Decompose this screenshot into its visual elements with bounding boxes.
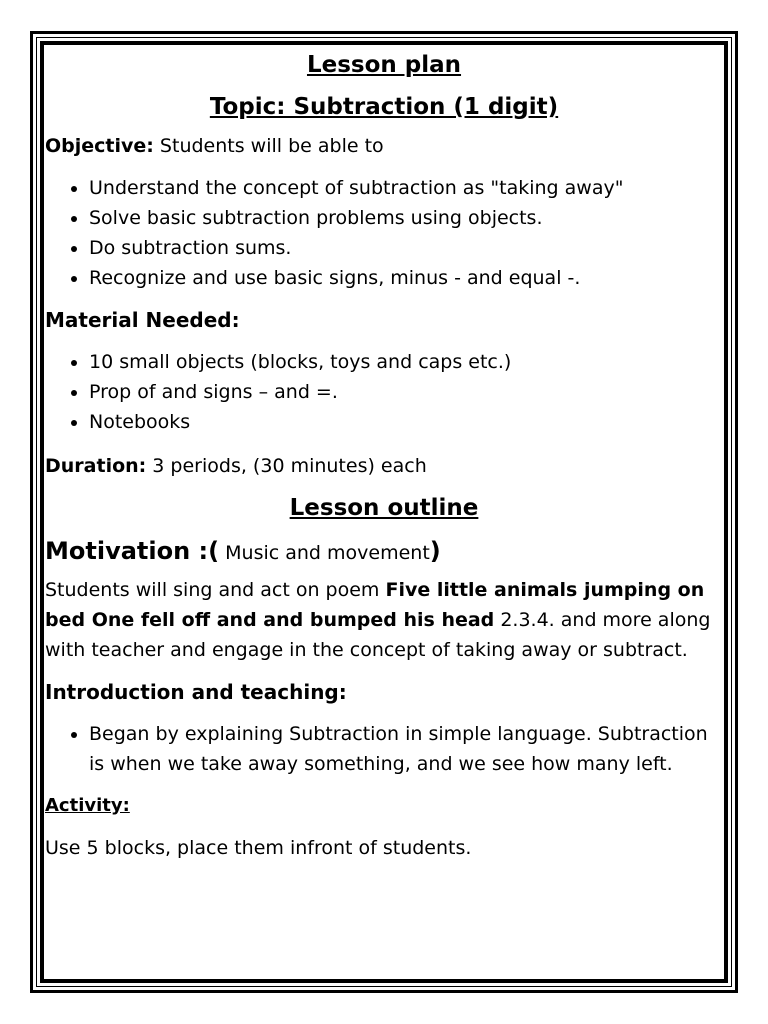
poem-title: Five little animals jumping on bed One fell off and and bumped his head xyxy=(45,578,705,631)
list-item: • Solve basic subtraction problems using objects. xyxy=(89,203,723,233)
list-item: • 10 small objects (blocks, toys and caps etc.) xyxy=(89,347,723,377)
materials-heading: Material Needed: xyxy=(45,308,240,333)
introduction-list xyxy=(45,719,723,779)
duration-line xyxy=(45,451,723,481)
motivation-body-end: 2.3.4. and more along with teacher and engage in the concept of taking away or subtract. xyxy=(45,608,711,661)
list-item: • Began by explaining Subtraction in simple language. Subtraction is when we take away something, and we see how many left. xyxy=(89,719,723,779)
outline-title: Lesson outline xyxy=(289,495,479,522)
duration-text: 3 periods, (30 minutes) each xyxy=(146,455,427,478)
topic-title: Topic: Subtraction (1 digit) xyxy=(209,93,559,120)
materials-list xyxy=(45,347,723,437)
motivation-label: Motivation :( xyxy=(45,536,220,565)
motivation-heading xyxy=(45,535,723,569)
activity-text: Use 5 blocks, place them infront of students. xyxy=(45,836,472,859)
list-item: • Do subtraction sums. xyxy=(89,233,723,263)
objective-list xyxy=(45,173,723,293)
list-item: • Notebooks xyxy=(89,407,723,437)
objective-text: Students will be able to xyxy=(153,135,384,158)
motivation-close: ) xyxy=(429,536,441,565)
objective-label: Objective: xyxy=(45,135,154,158)
motivation-body xyxy=(45,575,723,665)
duration-label: Duration: xyxy=(45,455,147,478)
list-item: • Understand the concept of subtraction as "taking away" xyxy=(89,173,723,203)
list-item: • Recognize and use basic signs, minus - and equal -. xyxy=(89,263,723,293)
list-item: • Prop of and signs – and =. xyxy=(89,377,723,407)
introduction-heading: Introduction and teaching: xyxy=(45,679,347,704)
objective-line xyxy=(45,131,723,161)
activity-heading: Activity: xyxy=(45,794,130,816)
lesson-plan-content xyxy=(45,46,723,863)
motivation-text: Music and movement xyxy=(219,541,430,564)
page-title: Lesson plan xyxy=(306,52,462,78)
motivation-body-start: Students will sing and act on poem xyxy=(45,578,386,601)
